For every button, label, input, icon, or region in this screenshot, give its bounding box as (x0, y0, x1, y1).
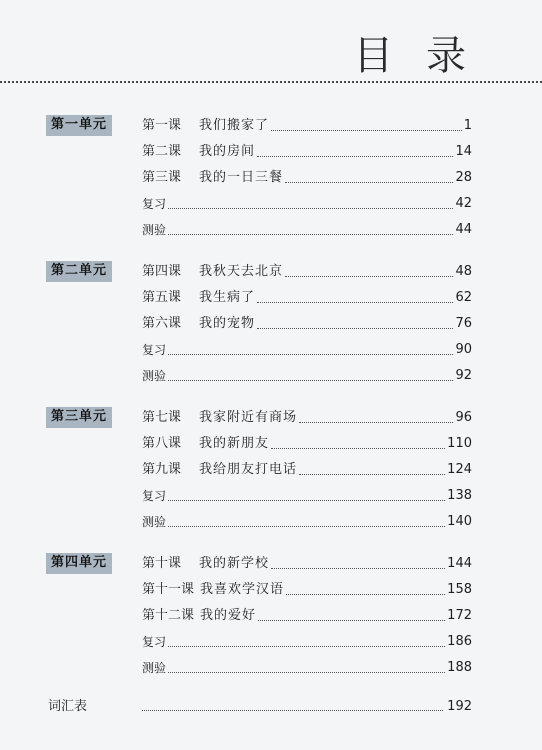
dot-leader (168, 234, 453, 235)
lesson-number: 第六课 (142, 316, 182, 331)
dot-leader (257, 302, 453, 303)
lesson-number: 第十二课 (142, 608, 195, 623)
dot-leader (258, 620, 445, 621)
page-number: 14 (455, 144, 472, 159)
lesson-title: 我的新朋友 (199, 436, 270, 451)
lesson-number: 第二课 (142, 144, 182, 159)
unit-label: 第四单元 (46, 553, 112, 574)
unit-2 (0, 254, 542, 394)
lesson-title: 我的一日三餐 (199, 170, 284, 185)
dot-leader (168, 380, 453, 381)
page-number: 192 (447, 699, 472, 714)
toc-entry[interactable] (142, 306, 472, 332)
dot-leader (285, 276, 453, 277)
toc-entry[interactable] (142, 546, 472, 572)
dot-leader (299, 474, 445, 475)
toc-entry-review[interactable] (142, 186, 472, 212)
page-number: 28 (455, 170, 472, 185)
page-number: 140 (447, 514, 472, 529)
page-number: 76 (455, 316, 472, 331)
lesson-number: 第三课 (142, 170, 182, 185)
lesson-number: 第七课 (142, 410, 182, 425)
lesson-title: 我生病了 (199, 290, 256, 305)
lesson-number: 第五课 (142, 290, 182, 305)
dot-leader (142, 710, 443, 711)
unit-4 (0, 546, 542, 686)
section-label: 测验 (142, 661, 167, 675)
lesson-number: 第一课 (142, 118, 182, 133)
lesson-number: 第四课 (142, 264, 182, 279)
dot-leader (168, 672, 445, 673)
dot-leader (299, 422, 453, 423)
lesson-title: 我的宠物 (199, 316, 256, 331)
dot-leader (168, 354, 453, 355)
toc-entry-quiz[interactable] (142, 358, 472, 384)
toc-entry-quiz[interactable] (142, 212, 472, 238)
unit-1 (0, 108, 542, 248)
section-label: 测验 (142, 223, 167, 237)
section-label: 复习 (142, 343, 167, 357)
page-number: 1 (463, 118, 472, 133)
toc-entry[interactable] (142, 452, 472, 478)
lesson-number: 第十一课 (142, 582, 195, 597)
lesson-title: 我喜欢学汉语 (200, 582, 285, 597)
toc-entry-quiz[interactable] (142, 650, 472, 676)
page-number: 186 (447, 634, 472, 649)
lesson-title: 我们搬家了 (199, 118, 270, 133)
page-title: 目 录 (353, 33, 476, 79)
page-number: 96 (455, 410, 472, 425)
toc-entry-glossary[interactable] (48, 694, 472, 714)
page-number: 158 (447, 582, 472, 597)
dot-leader (168, 208, 453, 209)
toc-entry[interactable] (142, 598, 472, 624)
dot-leader (286, 594, 445, 595)
dot-leader (257, 156, 453, 157)
toc-entry-review[interactable] (142, 478, 472, 504)
lesson-title: 我秋天去北京 (199, 264, 284, 279)
section-label: 测验 (142, 515, 167, 529)
lesson-number: 第十课 (142, 556, 182, 571)
section-label: 复习 (142, 197, 167, 211)
page-number: 42 (455, 196, 472, 211)
toc-entry-review[interactable] (142, 332, 472, 358)
toc-entry[interactable] (142, 280, 472, 306)
dot-leader (257, 328, 453, 329)
lesson-number: 第九课 (142, 462, 182, 477)
lesson-title: 我给朋友打电话 (199, 462, 298, 477)
toc-entry-review[interactable] (142, 624, 472, 650)
dot-leader (271, 568, 445, 569)
page-number: 62 (455, 290, 472, 305)
lesson-title: 我的爱好 (200, 608, 257, 623)
toc-entry[interactable] (142, 134, 472, 160)
toc-entry[interactable] (142, 254, 472, 280)
lesson-number: 第八课 (142, 436, 182, 451)
dot-leader (271, 130, 462, 131)
page-number: 138 (447, 488, 472, 503)
unit-label: 第一单元 (46, 115, 112, 136)
unit-label: 第二单元 (46, 261, 112, 282)
page-number: 124 (447, 462, 472, 477)
page-number: 48 (455, 264, 472, 279)
page-number: 144 (447, 556, 472, 571)
page-number: 92 (455, 368, 472, 383)
page-number: 44 (455, 222, 472, 237)
dot-leader (168, 500, 445, 501)
page-number: 110 (447, 436, 472, 451)
lesson-title: 我的房间 (199, 144, 256, 159)
title-divider (0, 81, 542, 83)
page-number: 90 (455, 342, 472, 357)
section-label: 复习 (142, 635, 167, 649)
unit-3 (0, 400, 542, 540)
toc-entry[interactable] (142, 108, 472, 134)
section-label: 复习 (142, 489, 167, 503)
toc-entry-quiz[interactable] (142, 504, 472, 530)
dot-leader (168, 526, 445, 527)
glossary-label: 词汇表 (48, 699, 88, 714)
page-number: 188 (447, 660, 472, 675)
toc-entry[interactable] (142, 426, 472, 452)
toc-entry[interactable] (142, 160, 472, 186)
page-number: 172 (447, 608, 472, 623)
unit-label: 第三单元 (46, 407, 112, 428)
section-label: 测验 (142, 369, 167, 383)
dot-leader (168, 646, 445, 647)
dot-leader (285, 182, 453, 183)
lesson-title: 我家附近有商场 (199, 410, 298, 425)
toc-entry[interactable] (142, 400, 472, 426)
lesson-title: 我的新学校 (199, 556, 270, 571)
dot-leader (271, 448, 445, 449)
toc-entry[interactable] (142, 572, 472, 598)
